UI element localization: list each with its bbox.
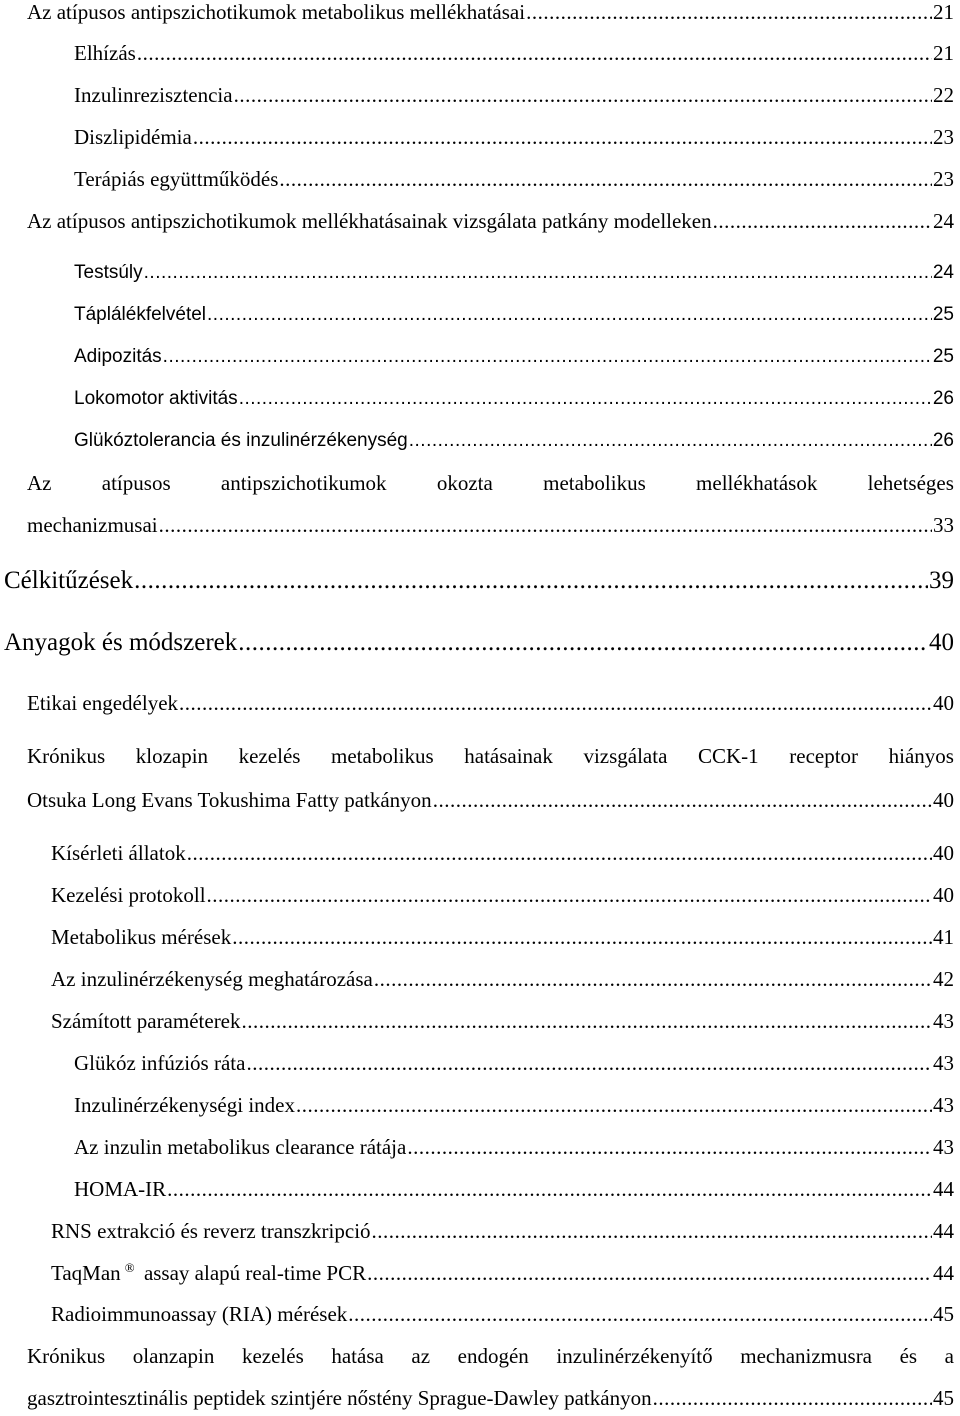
- dot-leader: [144, 260, 932, 286]
- toc-entry-line-1: [27, 743, 954, 769]
- toc-word: Az: [27, 471, 52, 495]
- dot-leader: [207, 302, 932, 328]
- dot-leader: [279, 166, 932, 192]
- toc-page-number: 21: [933, 41, 954, 65]
- toc-entry: [27, 208, 954, 234]
- toc-page-number: 44: [933, 1219, 954, 1243]
- toc-word: endogén: [457, 1344, 529, 1368]
- toc-entry-label: Célkitűzések: [4, 567, 134, 594]
- toc-entry-label: TaqMan ® assay alapú real-time PCR: [51, 1260, 367, 1285]
- dot-leader: [348, 1301, 932, 1327]
- dot-leader: [238, 628, 928, 658]
- toc-page-number: 25: [932, 304, 954, 325]
- toc-word: Krónikus: [27, 744, 106, 768]
- toc-page-number: 45: [933, 1302, 954, 1326]
- dot-leader: [372, 1218, 932, 1244]
- dot-leader: [374, 966, 932, 992]
- dot-leader: [242, 1008, 932, 1034]
- toc-entry-label: Kezelési protokoll: [51, 883, 206, 907]
- toc-word: CCK-1: [698, 744, 759, 768]
- toc-entry-label: HOMA-IR: [74, 1177, 167, 1201]
- toc-entry-label: Glükóztolerancia és inzulinérzékenység: [74, 430, 408, 451]
- dot-leader: [163, 344, 932, 370]
- toc-page-number: 43: [933, 1009, 954, 1033]
- toc-entry: [27, 690, 954, 716]
- toc-word: lehetséges: [867, 471, 954, 495]
- toc-entry-line-1: [27, 1343, 954, 1369]
- dot-leader: [296, 1092, 932, 1118]
- dot-leader: [193, 124, 932, 150]
- toc-entry: [74, 428, 954, 454]
- toc-entry-label: Testsúly: [74, 262, 143, 283]
- toc-entry: [4, 566, 954, 596]
- toc-entry-label: Inzulinérzékenységi index: [74, 1093, 295, 1117]
- toc-word: Krónikus: [27, 1344, 106, 1368]
- toc-entry-label: Az inzulinérzékenység meghatározása: [51, 967, 373, 991]
- dot-leader: [159, 512, 932, 538]
- toc-entry: [51, 1301, 954, 1327]
- toc-entry: [74, 386, 954, 412]
- toc-entry: [74, 1092, 954, 1118]
- toc-word: metabolikus: [331, 744, 434, 768]
- toc-entry-label: Anyagok és módszerek: [4, 629, 238, 656]
- toc-page-number: 33: [933, 513, 954, 537]
- dot-leader: [246, 1050, 932, 1076]
- toc-page-number: 24: [933, 209, 954, 233]
- toc-page-number: 24: [932, 262, 954, 283]
- toc-word: olanzapin: [132, 1344, 215, 1368]
- toc-entry-label: Terápiás együttműködés: [74, 167, 279, 191]
- toc-page-number: 26: [932, 388, 954, 409]
- toc-entry-label: gasztrointesztinális peptidek szintjére nőstény Sprague-Dawley patkányon: [27, 1386, 652, 1410]
- toc-entry: [74, 1050, 954, 1076]
- toc-entry: [74, 260, 954, 286]
- toc-entry-label: Az atípusos antipszichotikumok metabolikus mellékhatásai: [27, 0, 526, 24]
- toc-entry-label: Az inzulin metabolikus clearance rátája: [74, 1135, 407, 1159]
- toc-entry: [27, 512, 954, 538]
- toc-entry-label: Metabolikus mérések: [51, 925, 232, 949]
- toc-page-number: 44: [933, 1261, 954, 1285]
- toc-word: a: [944, 1344, 954, 1368]
- toc-page-number: 40: [933, 883, 954, 907]
- dot-leader: [239, 386, 932, 412]
- toc-word: antipszichotikumok: [220, 471, 387, 495]
- toc-entry: [27, 0, 954, 25]
- toc-entry-label: RNS extrakció és reverz transzkripció: [51, 1219, 371, 1243]
- toc-word: és: [899, 1344, 918, 1368]
- toc-entry: [51, 924, 954, 950]
- toc-page-number: 40: [933, 788, 954, 812]
- dot-leader: [433, 787, 932, 813]
- toc-entry-label: Glükóz infúziós ráta: [74, 1051, 246, 1075]
- toc-word: kezelés: [241, 1344, 304, 1368]
- dot-leader: [167, 1176, 932, 1202]
- dot-leader: [179, 690, 932, 716]
- toc-entry-line-1: [27, 470, 954, 496]
- toc-word: mellékhatások: [696, 471, 818, 495]
- toc-page-number: 26: [932, 430, 954, 451]
- dot-leader: [526, 0, 932, 25]
- dot-leader: [207, 882, 932, 908]
- dot-leader: [232, 924, 932, 950]
- dot-leader: [653, 1385, 932, 1411]
- toc-entry-label: Az atípusos antipszichotikumok mellékhatásainak vizsgálata patkány modelleken: [27, 209, 712, 233]
- dot-leader: [409, 428, 932, 454]
- dot-leader: [407, 1134, 932, 1160]
- toc-word: inzulinérzékenyítő: [556, 1344, 713, 1368]
- toc-word: hatása: [331, 1344, 384, 1368]
- dot-leader: [713, 208, 932, 234]
- toc-page-number: 43: [933, 1051, 954, 1075]
- toc-entry: [51, 1218, 954, 1244]
- toc-word: hatásainak: [464, 744, 553, 768]
- toc-entry: [74, 302, 954, 328]
- toc-entry: [74, 40, 954, 66]
- toc-page-number: 45: [933, 1386, 954, 1410]
- toc-page-number: 22: [933, 83, 954, 107]
- toc-entry-label: Számított paraméterek: [51, 1009, 241, 1033]
- toc-page-number: 43: [933, 1093, 954, 1117]
- toc-entry: [27, 787, 954, 813]
- toc-page-number: 23: [933, 125, 954, 149]
- toc-entry-label: Kísérleti állatok: [51, 841, 186, 865]
- toc-entry-label: Táplálékfelvétel: [74, 304, 207, 325]
- toc-page-number: 40: [933, 691, 954, 715]
- toc-entry-label: Adipozitás: [74, 346, 162, 367]
- toc-word: mechanizmusra: [740, 1344, 873, 1368]
- toc-entry: [27, 1385, 954, 1411]
- toc-page-number: 44: [933, 1177, 954, 1201]
- toc-word: kezelés: [238, 744, 301, 768]
- dot-leader: [234, 82, 932, 108]
- toc-entry-label-part: assay alapú real-time PCR: [138, 1261, 367, 1285]
- toc-entry: [74, 344, 954, 370]
- toc-page-number: 41: [933, 925, 954, 949]
- toc-word: vizsgálata: [583, 744, 668, 768]
- toc-entry: [4, 628, 954, 658]
- toc-word: okozta: [436, 471, 493, 495]
- toc-page-number: 43: [933, 1135, 954, 1159]
- toc-entry-label: Elhízás: [74, 41, 136, 65]
- toc-entry: [51, 882, 954, 908]
- toc-entry-label: mechanizmusai: [27, 513, 158, 537]
- toc-page-number: 25: [932, 346, 954, 367]
- toc-entry-label: Otsuka Long Evans Tokushima Fatty patkányon: [27, 788, 432, 812]
- toc-entry-label: Etikai engedélyek: [27, 691, 179, 715]
- dot-leader: [134, 566, 928, 596]
- toc-entry: [51, 1260, 954, 1286]
- toc-page-number: 40: [933, 841, 954, 865]
- toc-entry: [74, 1176, 954, 1202]
- toc-word: atípusos: [101, 471, 171, 495]
- toc-entry: [51, 840, 954, 866]
- toc-page-number: 21: [933, 0, 954, 24]
- toc-word: metabolikus: [543, 471, 646, 495]
- toc-page-number: 39: [929, 567, 954, 594]
- toc-word: hiányos: [888, 744, 954, 768]
- toc-word: az: [411, 1344, 431, 1368]
- toc-entry: [51, 966, 954, 992]
- toc-entry: [74, 82, 954, 108]
- toc-entry-label: Radioimmunoassay (RIA) mérések: [51, 1302, 348, 1326]
- toc-entry: [74, 166, 954, 192]
- toc-page-number: 40: [929, 629, 954, 656]
- toc-entry: [74, 124, 954, 150]
- toc-entry: [74, 1134, 954, 1160]
- toc-entry: [51, 1008, 954, 1034]
- toc-entry-label: Lokomotor aktivitás: [74, 388, 238, 409]
- dot-leader: [367, 1260, 932, 1286]
- toc-page-number: 23: [933, 167, 954, 191]
- dot-leader: [187, 840, 932, 866]
- toc-entry-label-part: TaqMan: [51, 1261, 121, 1285]
- toc-page-number: 42: [933, 967, 954, 991]
- dot-leader: [137, 40, 932, 66]
- toc-entry-label: Inzulinrezisztencia: [74, 83, 233, 107]
- toc-entry-label: Diszlipidémia: [74, 125, 192, 149]
- toc-word: receptor: [789, 744, 859, 768]
- toc-word: klozapin: [135, 744, 209, 768]
